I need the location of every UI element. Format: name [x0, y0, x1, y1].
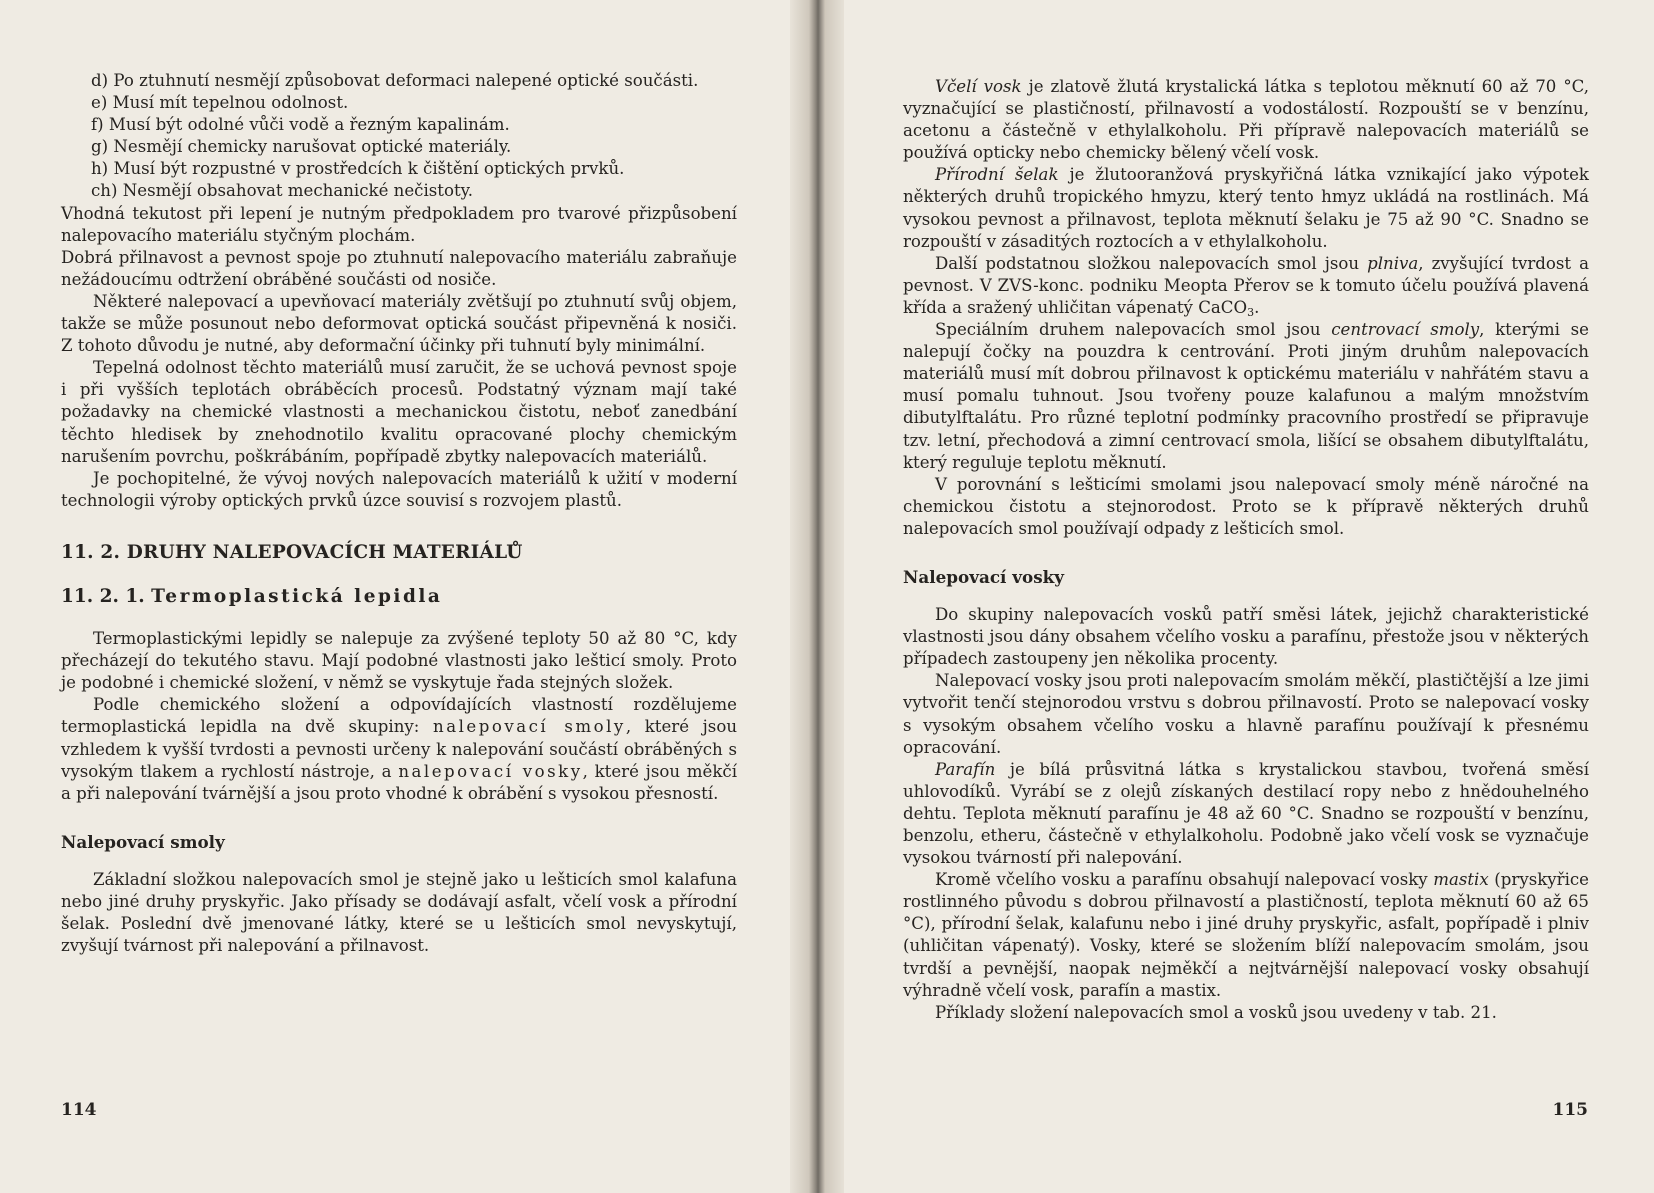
paragraph-tekutost: Vhodná tekutost při lepení je nutným předpokladem pro tvarové přizpůsobení nalepovacího materiálu styčným plochám. [61, 203, 737, 245]
list-item-f: f) Musí být odolné vůči vodě a řezným kapalinám. [91, 115, 510, 135]
paragraph-parafin: Parafín je bílá průsvitná látka s krystalickou stavbou, tvořená směsí uhlovodíků. Vyrábí se z olejů získaných destilací ropy nebo z hnědouhelného dehtu. Teplota měknutí parafínu je 48 až 60 °C. Snadno se rozpouští v benzínu, benzolu, etheru, částečně v ethylalkoholu. Podobně jako včelí vosk se vyznačuje vysokou tvárností při nalepování. [903, 759, 1589, 868]
page-number-left: 114 [61, 1100, 97, 1120]
paragraph-selak: Přírodní šelak je žlutooranžová pryskyřičná látka vznikající jako výpotek některých druhů tropického hmyzu, který tento hmyz ukládá na rostlinách. Má vysokou pevnost a přilnavost, teplota měknutí šelaku je 75 až 90 °C. Snadno se rozpouští v zásaditých roztocích a v ethylalkoholu. [903, 165, 1589, 251]
term-nalepovaci-vosky: nalepovací vosky [398, 761, 583, 781]
paragraph-smoly: Základní složkou nalepovacích smol je stejně jako u lešticích smol kalafuna nebo jiné druhy pryskyřic. Jako přísady se dodávají asfalt, včelí vosk a přírodní šelak. Poslední dvě jmenované látky, které se u lešticích smol nevyskytují, zvyšují tvárnost při nalepování a přilnavost. [61, 869, 737, 956]
paragraph-termoplasticka: Termoplastickými lepidly se nalepuje za zvýšené teploty 50 až 80 °C, kdy přecházejí do tekutého stavu. Mají podobné vlastnosti jako lešticí smoly. Proto je podobné i chemické složení, v němž se vyskytuje řada stejných složek. [61, 629, 737, 693]
paragraph-vyvoj: Je pochopitelné, že vývoj nových nalepovacích materiálů k užití v moderní technologii výroby optických prvků úzce souvisí s rozvojem plastů. [61, 468, 737, 510]
section-heading: 11. 2. DRUHY NALEPOVACÍCH MATERIÁLŮ [61, 541, 523, 563]
paragraph-porovnani: V porovnání s lešticími smolami jsou nalepovací smoly méně náročné na chemickou čistotu a stejnorodost. Proto se k přípravě některých druhů nalepovacích smol používají odpady z lešticích smol. [903, 474, 1589, 538]
heading-nalepovaci-smoly: Nalepovací smoly [61, 831, 225, 852]
left-page-text [61, 70, 737, 957]
paragraph-mastix: Kromě včelího vosku a parafínu obsahují nalepovací vosky mastix (pryskyřice rostlinného původu s dobrou přilnavostí a plastičností, teplota měknutí 60 až 65 °C), přírodní šelak, kalafunu nebo i jiné druhy pryskyřic, asfalt, popřípadě i plniv (uhličitan vápenatý). Vosky, které se složením blíží nalepovacím smolám, jsou tvrdší a pevnější, naopak nejměkčí a nejtvárnější nalepovací vosky obsahují výhradně včelí vosk, parafín a mastix. [903, 870, 1589, 1000]
paragraph-skupina-vosku: Do skupiny nalepovacích vosků patří směsi látek, jejichž charakteristické vlastnosti jsou dány obsahem včelího vosku a parafínu, přestože jsou v některých případech zastoupeny jen několika procenty. [903, 605, 1589, 669]
paragraph-priklady: Příklady složení nalepovacích smol a vosků jsou uvedeny v tab. 21. [935, 1002, 1497, 1022]
left-page [0, 0, 812, 1193]
paragraph-plniva: Další podstatnou složkou nalepovacích smol jsou plniva, zvyšující tvrdost a pevnost. V ZVS-konc. podniku Meopta Přerov se k tomuto účelu používá plavená křída a sražený uhličitan vápenatý CaCO$_3$. [903, 253, 1589, 319]
list-item-g: g) Nesmějí chemicky narušovat optické materiály. [91, 137, 512, 157]
term-nalepovaci-smoly: nalepovací smoly [433, 717, 626, 737]
paragraph-tepelna-odolnost: Tepelná odolnost těchto materiálů musí zaručit, že se uchová pevnost spoje i při vyšších teplotách obráběcích procesů. Podstatný význam mají také požadavky na chemické vlastnosti a mechanickou čistotu, neboť zanedbání těchto hledisek by znehodnotilo kvalitu opracované plochy chemickým narušením povrchu, poškrábáním, popřípadě zbytky nalepovacích materiálů. [61, 358, 737, 466]
paragraph-centrovaci-smoly: Speciálním druhem nalepovacích smol jsou centrovací smoly, kterými se nalepují čočky na pouzdra k centrování. Proti jiným druhům nalepovacích materiálů musí mít dobrou přilnavost k optickému materiálu v nahřátém stavu a musí pomalu tuhnout. Jsou tvořeny pouze kalafunou a malým množstvím dibutylftalátu. Pro různé teplotní podmínky pracovního prostředí se připravuje tzv. letní, přechodová a zimní centrovací smola, lišící se obsahem dibutylftalátu, který reguluje teplotu měknutí. [903, 320, 1589, 472]
book-gutter [790, 0, 844, 1193]
paragraph-objem: Některé nalepovací a upevňovací materiály zvětšují po ztuhnutí svůj objem, takže se může posunout nebo deformovat optická součást připevněná k nosiči. Z tohoto důvodu je nutné, aby deformační účinky při tuhnutí byly minimální. [61, 291, 737, 356]
paragraph-prilnavost: Dobrá přilnavost a pevnost spoje po ztuhnutí nalepovacího materiálu zabraňuje nežádoucímu odtržení obráběné součásti od nosiče. [61, 247, 737, 289]
paragraph-skupiny: Podle chemického složení a odpovídajících vlastností rozdělujeme termoplastická lepidla na dvě skupiny: nalepovací smoly, které jsou vzhledem k vyšší tvrdosti a pevnosti určeny k nalepování součástí obráběných s vysokým tlakem a rychlostí nástroje, a nalepovací vosky, které jsou měkčí a při nalepování tvárnější a jsou proto vhodné k obrábění s vysokou přesností. [61, 695, 738, 803]
paragraph-mekci: Nalepovací vosky jsou proti nalepovacím smolám měkčí, plastičtější a lze jimi vytvořit tenčí stejnorodou vrstvu s dobrou přilnavostí. Proto se nalepovací vosky s vysokým obsahem včelího vosku a hlavně parafínu používají k přesnému opracování. [903, 671, 1589, 757]
list-item-e: e) Musí mít tepelnou odolnost. [91, 93, 349, 113]
right-page [820, 0, 1654, 1193]
right-page-text [903, 76, 1589, 1024]
list-item-d: d) Po ztuhnutí nesmějí způsobovat deformaci nalepené optické součásti. [91, 71, 699, 90]
list-item-ch: ch) Nesmějí obsahovat mechanické nečistoty. [91, 181, 474, 201]
heading-nalepovaci-vosky: Nalepovací vosky [903, 566, 1065, 587]
page-number-right: 115 [1552, 1100, 1588, 1120]
paragraph-vcely-vosk: Včelí vosk je zlatově žlutá krystalická látka s teplotou měknutí 60 až 70 °C, vyznačující se plastičností, přilnavostí a vodostálostí. Rozpouští se v benzínu, acetonu a částečně v ethylalkoholu. Při přípravě nalepovacích materiálů se používá opticky nebo chemicky bělený včelí vosk. [903, 77, 1589, 163]
list-item-h: h) Musí být rozpustné v prostředcích k čištění optických prvků. [91, 159, 625, 179]
subsection-heading: 11. 2. 1. Termoplastická lepidla [61, 585, 443, 607]
